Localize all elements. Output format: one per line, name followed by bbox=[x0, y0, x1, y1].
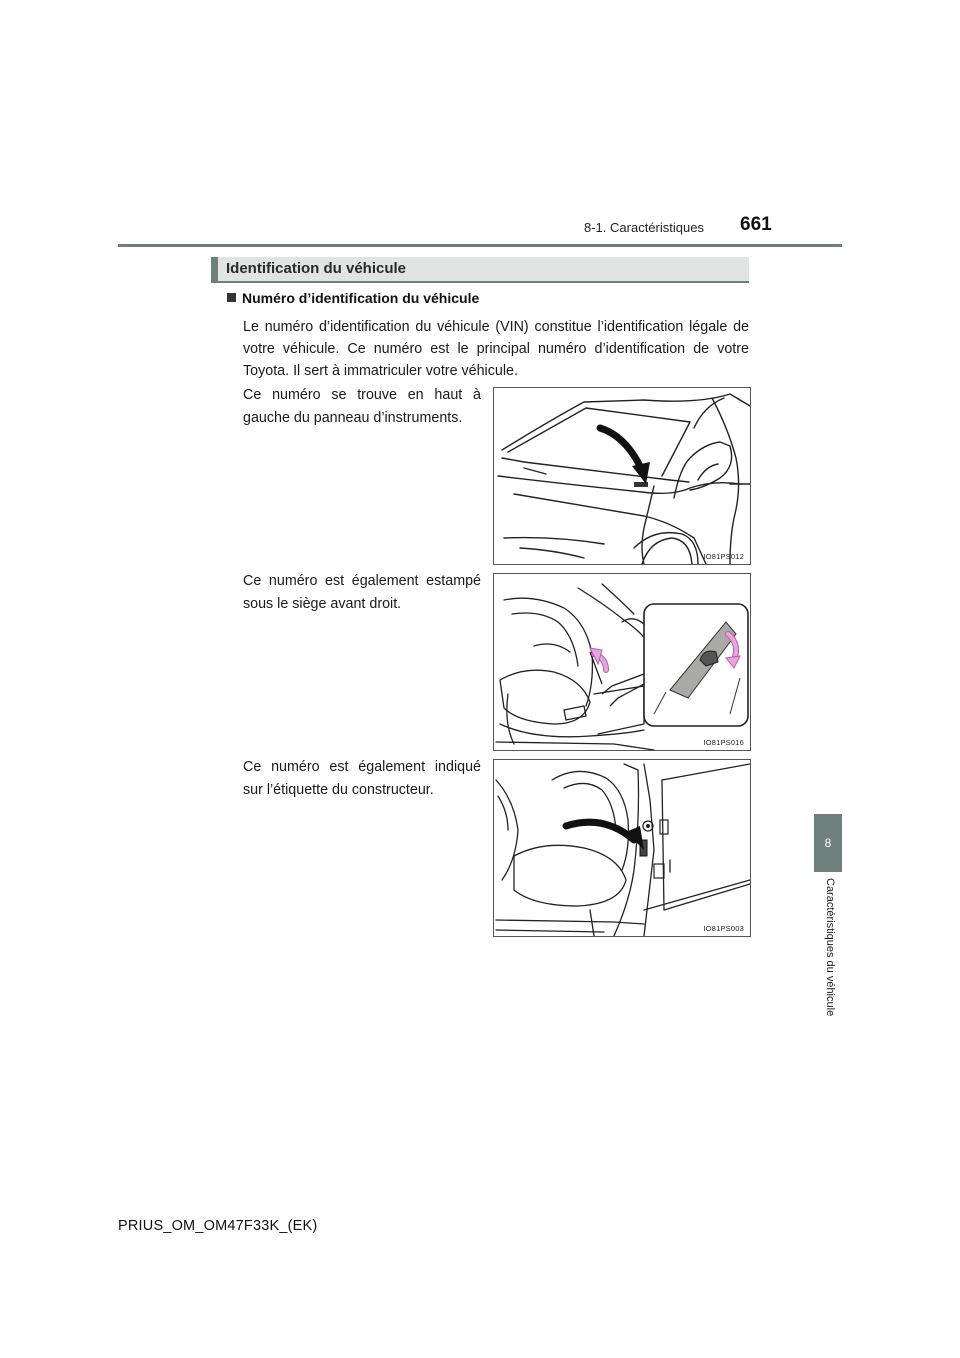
figure-caption-1: Ce numéro se trouve en haut à gauche du panneau d’instruments. bbox=[243, 387, 481, 426]
front-seat-floor-illustration bbox=[494, 574, 750, 750]
figure-caption-3: Ce numéro est également indiqué sur l’étiquette du constructeur. bbox=[243, 759, 481, 798]
chapter-tab-number: 8 bbox=[824, 836, 832, 850]
footer-doc-code: PRIUS_OM_OM47F33K_(EK) bbox=[118, 1218, 318, 1234]
dashboard-windshield-illustration bbox=[494, 388, 750, 564]
subsection-heading-text: Numéro d’identification du véhicule bbox=[242, 290, 480, 306]
door-pillar-label-illustration bbox=[494, 760, 750, 936]
figure-code-1: IO81PS012 bbox=[703, 552, 744, 561]
section-band bbox=[211, 257, 749, 283]
figure-code-2: IO81PS016 bbox=[703, 738, 744, 747]
subsection-heading bbox=[227, 290, 479, 306]
section-title: Identification du véhicule bbox=[226, 260, 407, 277]
figure-1 bbox=[493, 387, 751, 565]
page-number: 661 bbox=[740, 214, 772, 235]
figure-code-3: IO81PS003 bbox=[703, 924, 744, 933]
figure-3 bbox=[493, 759, 751, 937]
chapter-tab bbox=[814, 814, 842, 872]
header-rule bbox=[118, 244, 842, 247]
subsection-body: Le numéro d’identification du véhicule (VIN) constitue l’identification légale de votre véhicule. Ce numéro est le principal numéro d’identification de votre Toyota. Il sert à immatriculer votre véhicule. bbox=[243, 319, 749, 379]
header-section-label: 8-1. Caractéristiques bbox=[584, 220, 704, 235]
figure-2 bbox=[493, 573, 751, 751]
chapter-tab-label: Caractéristiques du véhicule bbox=[824, 878, 836, 1017]
chapter-tab-label-wrap bbox=[814, 878, 842, 1048]
figure-caption-2: Ce numéro est également estampé sous le siège avant droit. bbox=[243, 573, 481, 612]
square-bullet-icon bbox=[227, 293, 236, 302]
section-accent bbox=[211, 257, 218, 283]
